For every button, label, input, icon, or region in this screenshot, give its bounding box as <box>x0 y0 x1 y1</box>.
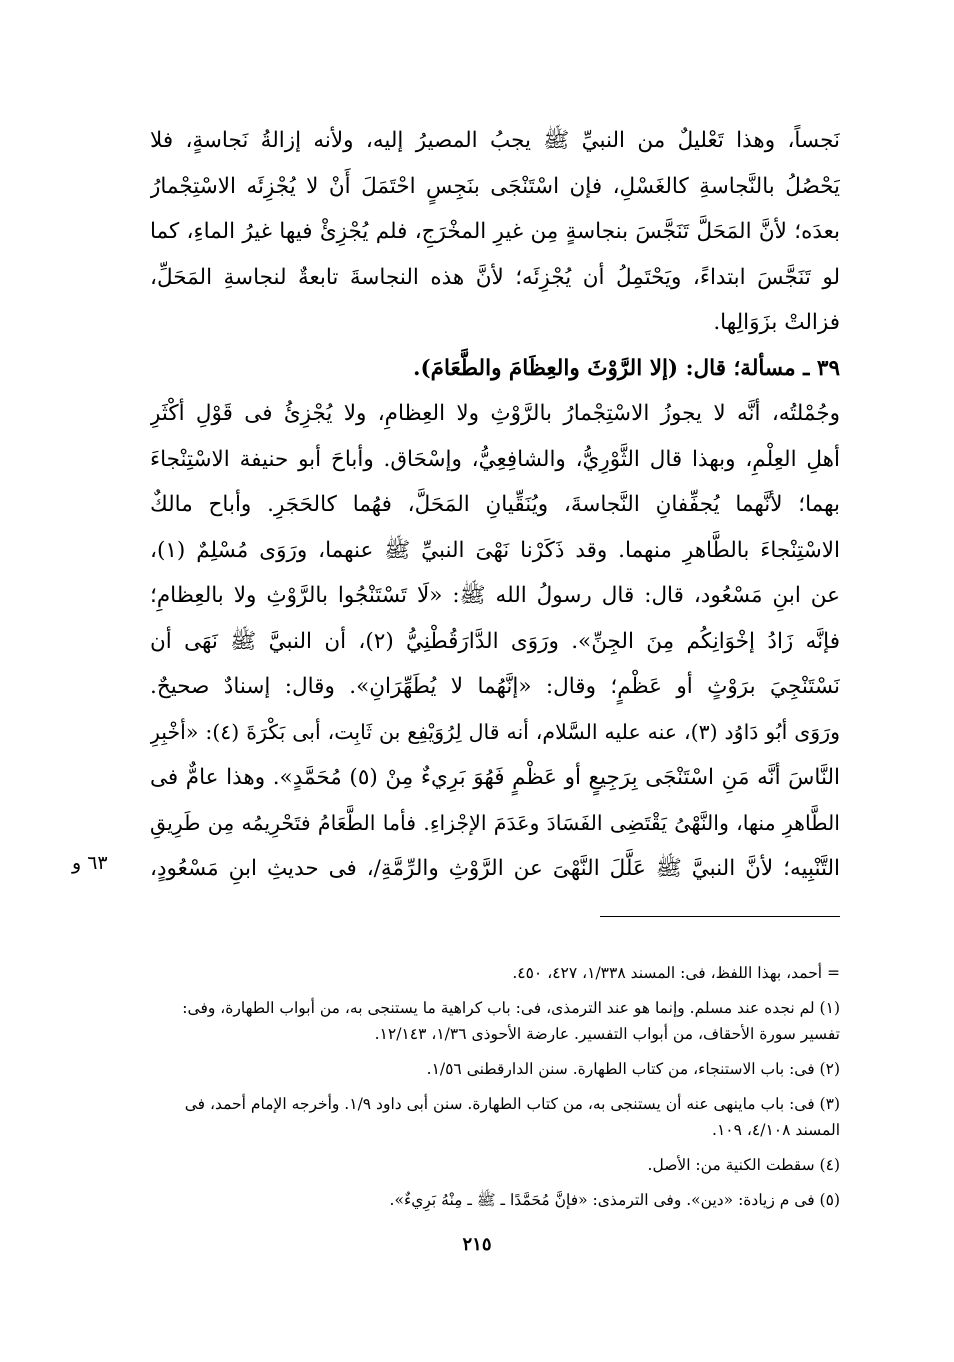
text-line: بعدَه؛ لأنَّ المَحَلَّ تَنَجَّسَ بنجاسةٍ مِن غيرِ المخْرَجِ، فلم يُجْزِئْ فيها غيرُ الماءِ، كما <box>150 219 840 244</box>
footnote-line: (٢) فى: باب الاستنجاء، من كتاب الطهارة. سنن الدارقطنى ١/٥٦. <box>426 1060 840 1078</box>
manuscript-folio-marker: ٦٣ و <box>72 852 108 874</box>
footnote-line: = أحمد، بهذا اللفظ، فى: المسند ١/٣٣٨، ٤٢٧، ٤٥٠. <box>512 964 840 982</box>
text-line: فإنَّه زَادُ إخْوَانِكُم مِنَ الجِنِّ». ورَوَى الدَّارَقُطْنِيُّ (٢)، أن النبيَّ ﷺ نَهَى أن <box>150 628 840 654</box>
text-line: عن ابنِ مَسْعُود، قال: قال رسولُ الله ﷺ: «لَا تَسْتَنْجُوا بالرَّوْثِ ولا بالعِظامِ؛ <box>150 583 840 608</box>
text-line: الاسْتِنْجاءَ بالطَّاهرِ منهما. وقد ذَكَرْنا نَهْىَ النبيِّ ﷺ عنهما، ورَوَى مُسْلِمٌ (١)، <box>150 537 840 563</box>
text-line: النَّاسَ أنَّه مَنِ اسْتَنْجَى بِرَجِيعٍ أو عَظْمٍ فَهُوَ بَرِيءٌ مِنْ (٥) مُحَمَّدٍ». وهذا عامٌّ فى <box>150 765 840 790</box>
text-line: التَّنْبِيه؛ لأنَّ النبيَّ ﷺ عَلَّلَ النَّهْىَ عن الرَّوْثِ والرِّمَّةِ/، فى حديثِ ابنِ مَسْعُودٍ، <box>150 856 840 881</box>
text-line: يَحْصُلُ بالنَّجاسةِ كالغَسْلِ، فإن اسْتَنْجَى بنَجِسٍ احْتَمَلَ أَنْ لا يُجْزِئَه الاسْتِجْمارُ <box>150 173 840 199</box>
text-line: فزالتْ بزَوَالِها. <box>713 310 840 335</box>
text-line: ورَوَى أبُو دَاوُد (٣)، عنه عليه السَّلام، أنه قال لِرُوَيْفِع بن ثَابِت، أبى بَكْرَةَ (٤): «أخْبِرِ <box>150 719 840 744</box>
main-text <box>150 118 840 892</box>
text-line: نَسْتَنْجِيَ برَوْثٍ أو عَظْمٍ؛ وقال: «إنَّهُما لا يُطَهِّرَانِ». وقال: إسنادٌ صحيحٌ. <box>150 674 840 699</box>
text-line: نَجساً، وهذا تَعْليلٌ من النبيِّ ﷺ يجبُ المصيرُ إليه، ولأنه إزالةُ نَجاسةٍ، فلا <box>150 128 840 153</box>
footnote-line: (٥) فى م زيادة: «دين». وفى الترمذى: «فإنَّ مُحَمَّدًا ـ ﷺ ـ مِنْهُ بَرِيءٌ». <box>389 1191 840 1209</box>
text-line: وجُمْلتُه، أنَّه لا يجوزُ الاسْتِجْمارُ بالرَّوْثِ ولا العِظامِ، ولا يُجْزِئُ فى قَوْلِ أكْثَرِ <box>150 401 840 426</box>
footnote-line: تفسير سورة الأحقاف، من أبواب التفسير. عارضة الأحوذى ١/٣٦، ١٢/١٤٣. <box>374 1025 840 1043</box>
footnotes <box>150 960 840 1213</box>
footnote-line: (٤) سقطت الكنية من: الأصل. <box>647 1156 840 1174</box>
footnote-line: (١) لم نجده عند مسلم. وإنما هو عند الترمذى، فى: باب كراهية ما يستنجى به، من أبواب الطهارة، وفى: <box>182 999 840 1017</box>
text-line: الطَّاهرِ منها، والنَّهْىُ يَقْتَضِى الفَسَادَ وعَدَمَ الإجْزاءِ. فأما الطَّعَامُ فتَحْرِيمُه مِن طَرِيقِ <box>150 810 840 835</box>
text-line: لو تَنَجَّسَ ابتداءً، ويَحْتَمِلُ أن يُجْزِئَه؛ لأنَّ هذه النجاسةَ تابعةٌ لنجاسةِ المَحَلِّ، <box>150 264 840 290</box>
page-number: ٢١٥ <box>462 1234 492 1255</box>
text-line: أهلِ العِلْمِ، وبهذا قال الثَّوْرِيُّ، والشافِعِيُّ، وإسْحَاق. وأباحَ أبو حنيفة الاسْتِنْجاءَ <box>150 446 840 472</box>
issue-heading: ٣٩ ـ مسألة؛ قال: (إلا الرَّوْثَ والعِظَامَ والطَّعَامَ). <box>413 355 840 381</box>
text-line: بهما؛ لأنَّهما يُجفِّفانِ النَّجاسةَ، ويُنَقِّيانِ المَحَلَّ، فهُما كالحَجَرِ. وأباح مالكٌ <box>150 492 840 517</box>
footnote-line: المسند ٤/١٠٨، ١٠٩. <box>712 1121 840 1139</box>
footnote-line: (٣) فى: باب ماينهى عنه أن يستنجى به، من كتاب الطهارة. سنن أبى داود ١/٩. وأخرجه الإمام أحمد، فى <box>184 1095 840 1113</box>
footnote-divider <box>600 916 840 917</box>
